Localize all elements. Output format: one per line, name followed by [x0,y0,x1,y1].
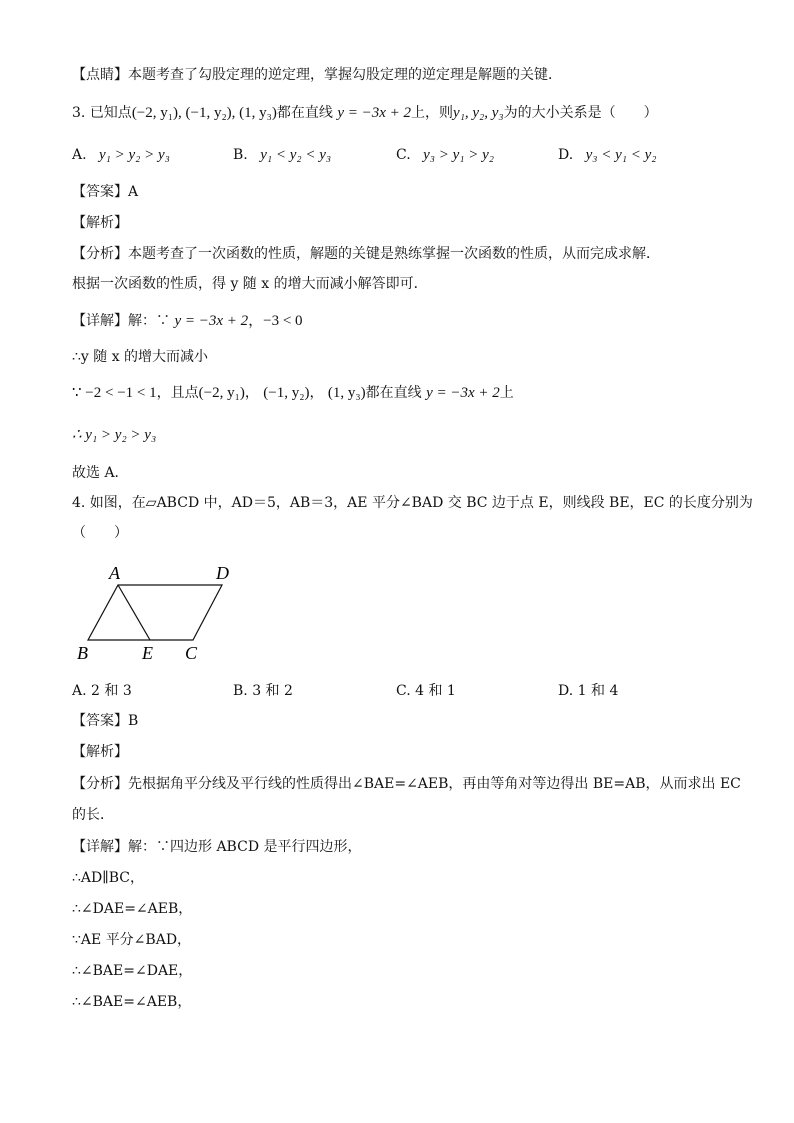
option-text: 2 和 3 [91,683,132,699]
label-a: A [109,563,120,583]
q3-fenxi-2: 根据一次函数的性质，得 y 随 x 的增大而减小解答即可． [72,276,428,292]
q4-answer [72,712,138,730]
label-d: D [216,563,229,583]
q4-step-1: 【详解】解：∵四边形 ABCD 是平行四边形， [72,839,362,855]
detail-text: ， [244,385,259,401]
option-label: C. [396,147,411,163]
detail-math: y = −3x + 2 [426,385,500,401]
q3-detail-2: ∴y 随 x 的增大而减小 [72,349,209,365]
question-4-stem: 4. 如图，在▱ABCD 中，AD＝5，AB＝3，AE 平分∠BAD 交 BC 边于点 E，则线段 BE，EC 的长度分别为 [72,495,753,511]
q3-option-b[interactable] [233,146,331,164]
detail-text: 上 [499,385,514,401]
detail-text: ， [309,385,324,401]
parallelogram-figure [72,560,242,670]
q3-answer [72,183,138,201]
label-c: C [185,643,198,663]
option-text: 3 和 2 [252,683,293,699]
option-label: D. [558,683,574,699]
q3-stem-d: 为的大小关系是（ ） [503,105,658,121]
q3-stem-a: 已知点 [89,105,132,121]
q3-stem-c: 上，则 [411,105,454,121]
answer-value: B [128,713,139,729]
top-note: 【点睛】本题考查了勾股定理的逆定理，掌握勾股定理的逆定理是解题的关键． [72,67,562,83]
answer-value: A [128,184,139,200]
q4-fenxi-2: 的长． [72,807,114,823]
option-label: B. [233,683,248,699]
question-3-stem [72,104,658,122]
detail-math: y = −3x + 2 [174,313,249,329]
q3-analysis-tag: 【解析】 [72,215,128,231]
answer-tag: 【答案】 [72,184,128,200]
q4-step-4: ∵AE 平分∠BAD， [72,932,192,948]
detail-math: (−2, y₁) [198,385,245,401]
q3-detail-3 [72,384,514,402]
question-4-stem-2: （ ） [72,525,128,541]
option-label: A. [72,147,87,163]
q3-option-d[interactable] [558,146,657,164]
option-expr: y₃ > y₁ > y₂ [423,147,494,163]
q3-option-a[interactable] [72,146,170,164]
q3-option-c[interactable] [396,146,494,164]
q4-step-6: ∴∠BAE=∠AEB， [72,994,192,1010]
label-e: E [142,643,153,663]
q4-analysis-tag: 【解析】 [72,744,128,760]
detail-text: 【详解】解：∵ [72,313,170,329]
q4-option-d[interactable] [558,682,618,700]
q4-fenxi-1: 【分析】先根据角平分线及平行线的性质得出∠BAE=∠AEB，再由等角对等边得出 BE=AB，从而求出 EC [72,776,741,792]
q3-points: (−2, y₁), (−1, y₂), (1, y₃) [131,105,277,121]
option-label: A. [72,683,87,699]
q4-option-b[interactable] [233,682,293,700]
q4-option-a[interactable] [72,682,132,700]
q3-fenxi: 【分析】本题考查了一次函数的性质，解题的关键是熟练掌握一次函数的性质，从而完成求解． [72,246,660,262]
option-expr: y₃ < y₁ < y₂ [585,147,657,163]
q3-detail-1 [72,312,303,330]
option-label: D. [558,147,574,163]
detail-math: ，−3 < 0 [248,313,303,329]
answer-tag: 【答案】 [72,713,128,729]
detail-math: (−1, y₂) [263,385,310,401]
option-text: 4 和 1 [415,683,456,699]
q3-stem-b: 都在直线 [276,105,333,121]
option-text: 1 和 4 [577,683,619,699]
q4-option-c[interactable] [396,682,456,700]
q4-step-3: ∴∠DAE=∠AEB， [72,901,193,917]
q3-line-eq: y = −3x + 2 [337,105,412,121]
detail-math: (1, y₃) [327,385,366,401]
q4-step-2: ∴AD∥BC， [72,870,144,886]
q3-number: 3. [72,105,86,121]
option-label: C. [396,683,411,699]
detail-math: ∵ −2 < −1 < 1 [72,385,157,401]
option-label: B. [233,147,248,163]
parallelogram-abcd [88,585,222,640]
option-expr: y₁ < y₂ < y₃ [260,147,332,163]
segment-ae [118,585,150,640]
detail-text: ，且点 [156,385,199,401]
q3-vars: y₁, y₂, y₃ [453,105,504,121]
q3-detail-4: ∴ y₁ > y₂ > y₃ [72,427,157,443]
q3-conclusion: 故选 A． [72,465,129,481]
q4-step-5: ∴∠BAE=∠DAE， [72,963,193,979]
option-expr: y₁ > y₂ > y₃ [99,147,170,163]
detail-text: 都在直线 [365,385,422,401]
label-b: B [77,643,88,663]
